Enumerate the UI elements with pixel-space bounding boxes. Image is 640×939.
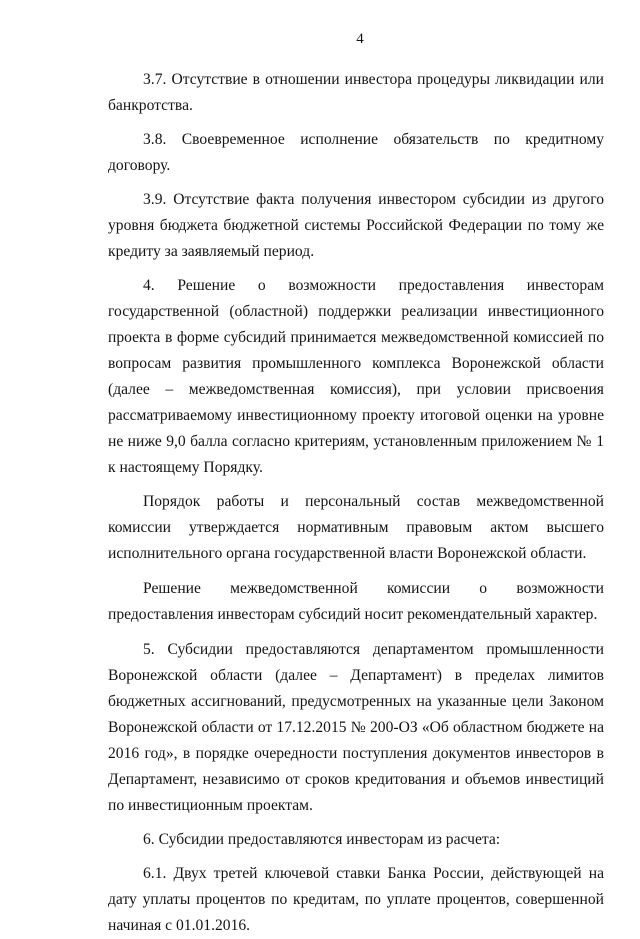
paragraph-5: 5. Субсидии предоставляются департаментом промышленности Воронежской области (далее – Департамент) в пределах лимитов бюджетных ассигнований, предусмотренных на указанные цели Законом Воронежской области от 17.12.2015 № 200-ОЗ «Об областном бюджете на 2016 год», в порядке очередности поступления документов инвесторов в Департамент, независимо от сроков кредитования и объемов инвестиций по инвестиционным проектам. [108,641,604,814]
paragraph-3-7: 3.7. Отсутствие в отношении инвестора процедуры ликвидации или банкротства. [108,71,604,114]
paragraph-4: 4. Решение о возможности предоставления инвесторам государственной (областной) поддержки реализации инвестиционного проекта в форме субсидий принимается межведомственной комиссией по вопросам развития промышленного комплекса Воронежской области (далее – межведомственная комиссия), при условии присвоения рассматриваемому инвестиционному проекту итоговой оценки на уровне не ниже 9,0 балла согласно критериям, установленным приложением № 1 к настоящему Порядку. [108,277,604,476]
paragraph-3-8: 3.8. Своевременное исполнение обязательств по кредитному договору. [108,131,604,174]
paragraph-6-1: 6.1. Двух третей ключевой ставки Банка России, действующей на дату уплаты процентов по кредитам, по уплате процентов, совершенной начиная с 01.01.2016. [108,865,604,934]
paragraph-commission-procedure: Порядок работы и персональный состав межведомственной комиссии утверждается нормативным правовым актом высшего исполнительного органа государственной власти Воронежской области. [108,493,604,562]
paragraph-commission-decision: Решение межведомственной комиссии о возможности предоставления инвесторам субсидий носит рекомендательный характер. [108,580,604,623]
paragraph-3-9: 3.9. Отсутствие факта получения инвестором субсидии из другого уровня бюджета бюджетной системы Российской Федерации по тому же кредиту за заявляемый период. [108,191,604,260]
page-number: 4 [356,31,364,47]
paragraph-6: 6. Субсидии предоставляются инвесторам из расчета: [143,831,501,848]
